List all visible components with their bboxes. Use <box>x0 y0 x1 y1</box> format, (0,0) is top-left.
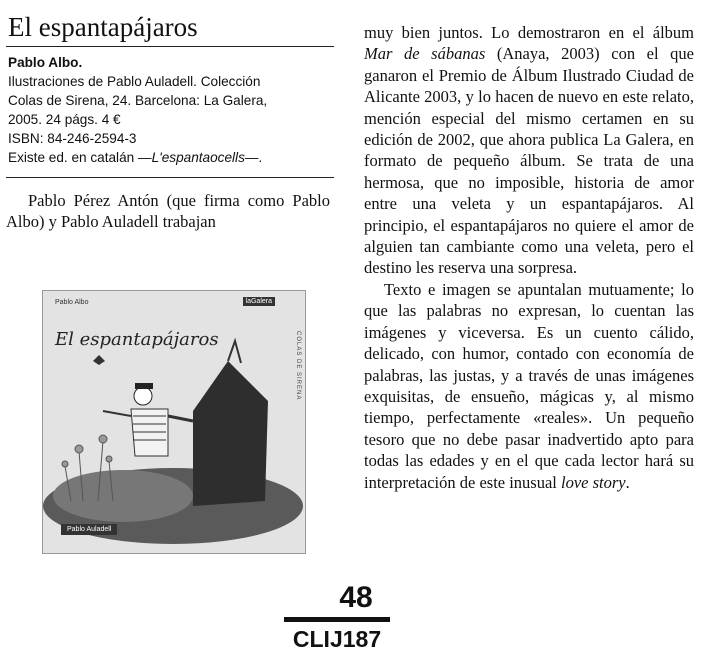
credits-line-1: Ilustraciones de Pablo Auladell. Colección <box>8 74 261 89</box>
cover-illustrator: Pablo Auladell <box>61 524 117 535</box>
left-column <box>6 10 334 249</box>
author-name: Pablo Albo. <box>8 55 83 70</box>
footer-rule <box>284 617 390 622</box>
intro-paragraph: Pablo Pérez Antón (que firma como Pablo Albo) y Pablo Auladell trabajan <box>6 191 330 231</box>
catalan-edition-line: Existe ed. en catalán —L'espantaocells—. <box>8 150 263 165</box>
love-story-phrase: love story <box>561 472 626 492</box>
catalan-title: L'espantaocells <box>151 150 245 165</box>
collection-label: COLAS DE SIRENA <box>295 331 301 401</box>
album-title: Mar de sábanas <box>364 44 486 64</box>
publisher-logo: laGalera <box>243 297 275 306</box>
book-cover-image <box>42 290 306 554</box>
bibliographic-credits <box>6 53 334 178</box>
right-column <box>364 22 694 493</box>
isbn-line: ISBN: 84-246-2594-3 <box>8 131 137 146</box>
page-number: 48 <box>339 581 373 614</box>
review-title: El espantapájaros <box>6 10 334 47</box>
cover-title: El espantapájaros <box>55 329 219 350</box>
credits-line-2: Colas de Sirena, 24. Barcelona: La Galera, <box>8 93 268 108</box>
cover-author: Pablo Albo <box>55 299 89 306</box>
journal-issue: CLIJ187 <box>292 626 382 652</box>
body-paragraph-2: Texto e imagen se apuntalan mutuamente; lo que las palabras no expresan, lo cuentan las imágenes y viceversa. Es un cuento cálido, delicado, con humor, contado con economía de palabras, las justas, y a través de unas imágenes exquisitas, de ensueño, mágicas y, al mismo tiempo, perfectamente «reales». Un pequeño tesoro que no debe pasar inadvertido apto para todas las edades y en el que cada lector hará su interpretación de este inusual love story. <box>364 279 694 492</box>
credits-line-3: 2005. 24 págs. 4 € <box>8 112 121 127</box>
body-paragraph-1: muy bien juntos. Lo demostraron en el álbum Mar de sábanas (Anaya, 2003) con el que ganaron el Premio de Álbum Ilustrado Ciudad de Alicante 2003, y lo hacen de nuevo en este relato, mención especial del mismo certamen en su edición de 2002, que ahora publica La Galera, en formato de pequeño álbum. Se trata de una hermosa, que no imposible, historia de amor entre una veleta y un espantapájaros. Al principio, el espantapájaros no quiere el amor de alguien tan cambiante como una veleta, pero el destino les reserva una sorpresa. <box>364 23 694 278</box>
